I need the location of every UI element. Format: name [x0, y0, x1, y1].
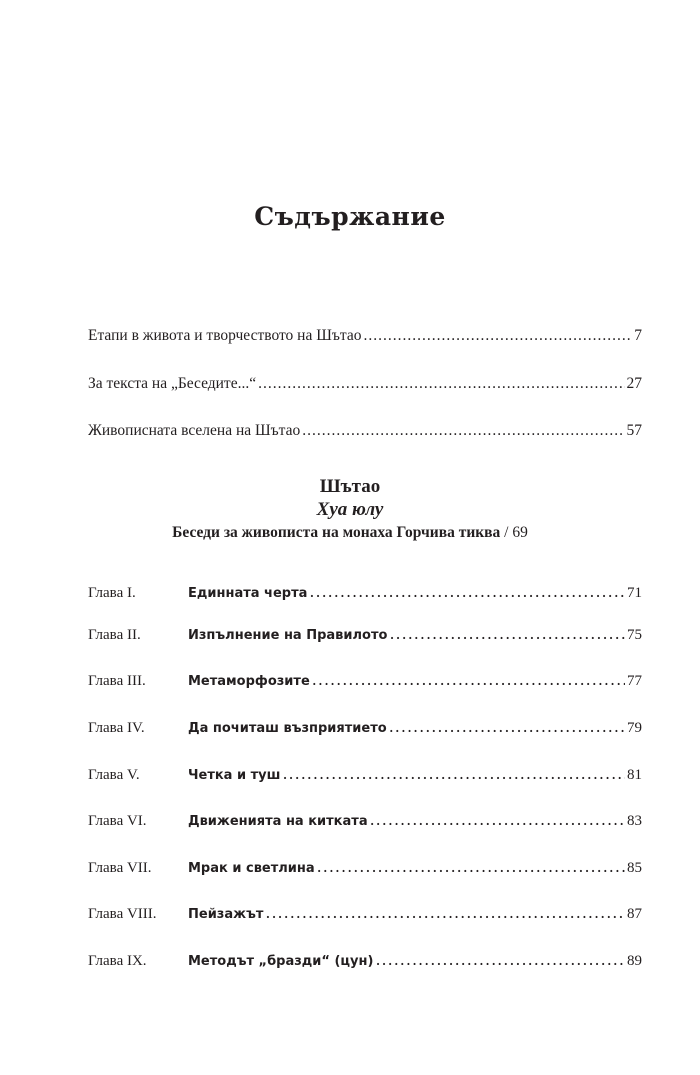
chapter-page: 75 [627, 627, 642, 643]
toc-entry-page: 57 [626, 422, 642, 439]
book-subtitle[interactable] [0, 524, 700, 542]
chapter-label: Глава IV. [88, 720, 145, 736]
chapter-title: Изпълнение на Правилото [188, 628, 388, 643]
chapter-page: 79 [627, 720, 642, 736]
chapter-label: Глава I. [88, 585, 136, 601]
book-author: Шътао [319, 476, 381, 497]
chapter-title: Мрак и светлина [188, 861, 315, 876]
chapter-label: Глава VII. [88, 860, 152, 876]
chapter-title: Единната черта [188, 586, 308, 601]
dot-leader [258, 375, 624, 393]
chapter-title: Метаморфозите [188, 674, 310, 689]
chapter-entry[interactable] [88, 903, 642, 923]
dot-leader [370, 810, 625, 829]
book-subtitle-text: Беседи за живописта на монаха Горчива тиква [172, 524, 501, 541]
chapter-title: Пейзажът [188, 907, 264, 922]
toc-entry[interactable] [88, 422, 642, 440]
dot-leader [309, 582, 625, 601]
dot-leader [375, 950, 625, 969]
dot-leader [302, 422, 624, 440]
chapter-page: 89 [627, 953, 642, 969]
book-subtitle-page: / 69 [500, 524, 528, 541]
chapter-title: Четка и туш [188, 768, 281, 783]
chapter-entry[interactable] [88, 717, 642, 737]
chapter-entry[interactable] [88, 670, 642, 690]
chapter-label: Глава VIII. [88, 906, 157, 922]
chapter-title: Движенията на китката [188, 814, 368, 829]
chapter-page: 83 [627, 813, 642, 829]
chapter-page: 81 [627, 767, 642, 783]
toc-entry-page: 7 [634, 327, 642, 344]
chapter-entry[interactable] [88, 582, 642, 602]
chapter-label: Глава VI. [88, 813, 147, 829]
chapter-entry[interactable] [88, 764, 642, 784]
chapter-page: 85 [627, 860, 642, 876]
toc-entry-title: Живописната вселена на Шътао [88, 422, 301, 439]
toc-entry-page: 27 [626, 375, 642, 392]
dot-leader [389, 717, 625, 736]
dot-leader [282, 764, 625, 783]
page-title: Съдържание [254, 202, 446, 231]
toc-entry[interactable] [88, 375, 642, 393]
chapter-entry[interactable] [88, 857, 642, 877]
dot-leader [363, 327, 632, 345]
chapter-label: Глава V. [88, 767, 140, 783]
dot-leader [389, 624, 625, 643]
toc-entry-title: За текста на „Беседите...“ [88, 375, 257, 392]
toc-entry[interactable] [88, 327, 642, 345]
dot-leader [265, 903, 625, 922]
chapter-entry[interactable] [88, 624, 642, 644]
chapter-page: 71 [627, 585, 642, 601]
chapter-label: Глава IX. [88, 953, 147, 969]
dot-leader [317, 857, 625, 876]
chapter-entry[interactable] [88, 810, 642, 830]
chapter-title: Да почиташ възприятието [188, 721, 387, 736]
chapter-page: 87 [627, 906, 642, 922]
dot-leader [312, 670, 625, 689]
toc-entry-title: Етапи в живота и творчеството на Шътао [88, 327, 362, 344]
chapter-entry[interactable] [88, 950, 642, 970]
chapter-label: Глава III. [88, 673, 146, 689]
chapter-page: 77 [627, 673, 642, 689]
chapter-label: Глава II. [88, 627, 141, 643]
book-title: Хуа юлу [316, 499, 384, 520]
chapter-title: Методът „бразди“ (цун) [188, 954, 374, 969]
